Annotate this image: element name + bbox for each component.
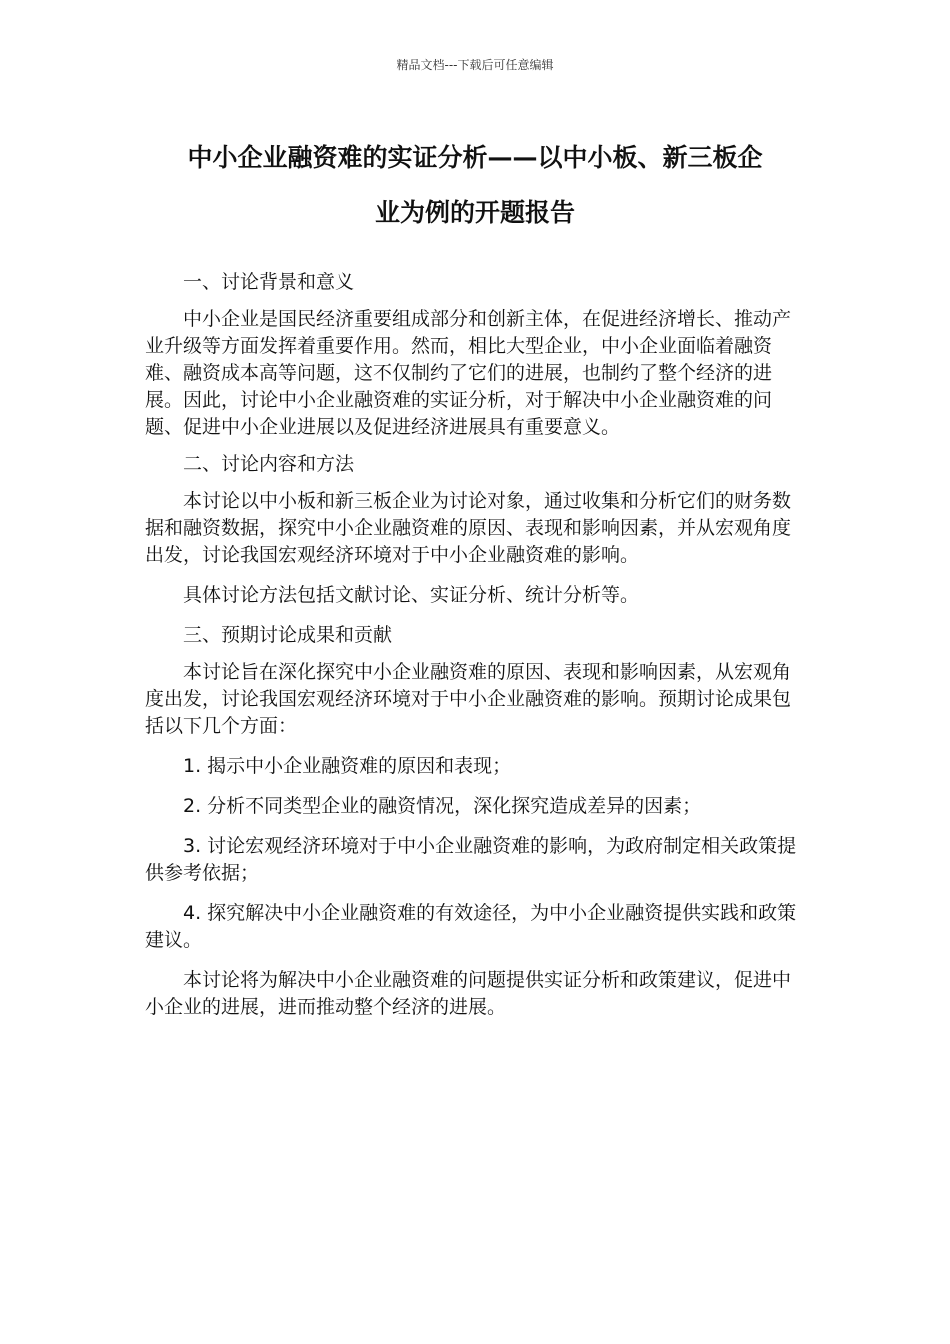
list-item-4: 4. 探究解决中小企业融资难的有效途径，为中小企业融资提供实践和政策建议。 [145, 902, 797, 951]
section-heading-content-method: 二、讨论内容和方法 [183, 453, 355, 475]
list-item-3: 3. 讨论宏观经济环境对于中小企业融资难的影响，为政府制定相关政策提供参考依据； [145, 835, 797, 884]
section-heading-background: 一、讨论背景和意义 [183, 271, 355, 293]
paragraph-conclusion: 本讨论将为解决中小企业融资难的问题提供实证分析和政策建议，促进中小企业的进展，进而推动整个经济的进展。 [145, 969, 792, 1018]
paragraph-content: 本讨论以中小板和新三板企业为讨论对象，通过收集和分析它们的财务数据和融资数据，探究中小企业融资难的原因、表现和影响因素，并从宏观角度出发，讨论我国宏观经济环境对于中小企业融资难的影响。 [145, 490, 792, 566]
paragraph-expected-results: 本讨论旨在深化探究中小企业融资难的原因、表现和影响因素，从宏观角度出发，讨论我国宏观经济环境对于中小企业融资难的影响。预期讨论成果包括以下几个方面： [145, 661, 792, 737]
page-header: 精品文档---下载后可任意编辑 [396, 58, 554, 72]
paragraph-method: 具体讨论方法包括文献讨论、实证分析、统计分析等。 [183, 584, 640, 606]
list-item-1: 1. 揭示中小企业融资难的原因和表现； [183, 755, 512, 777]
paragraph-background: 中小企业是国民经济重要组成部分和创新主体，在促进经济增长、推动产业升级等方面发挥着重要作用。然而，相比大型企业，中小企业面临着融资难、融资成本高等问题，这不仅制约了它们的进展，也制约了整个经济的进展。因此，讨论中小企业融资难的实证分析，对于解决中小企业融资难的问题、促进中小企业进展以及促进经济进展具有重要意义。 [145, 308, 792, 438]
document-body [145, 269, 805, 1034]
section-heading-expected-results: 三、预期讨论成果和贡献 [183, 624, 393, 646]
list-item-2: 2. 分析不同类型企业的融资情况，深化探究造成差异的因素； [183, 795, 702, 817]
document-title-line-1: 中小企业融资难的实证分析——以中小板、新三板企 [187, 143, 763, 172]
document-title-line-2: 业为例的开题报告 [374, 198, 575, 227]
document-title [140, 130, 810, 240]
